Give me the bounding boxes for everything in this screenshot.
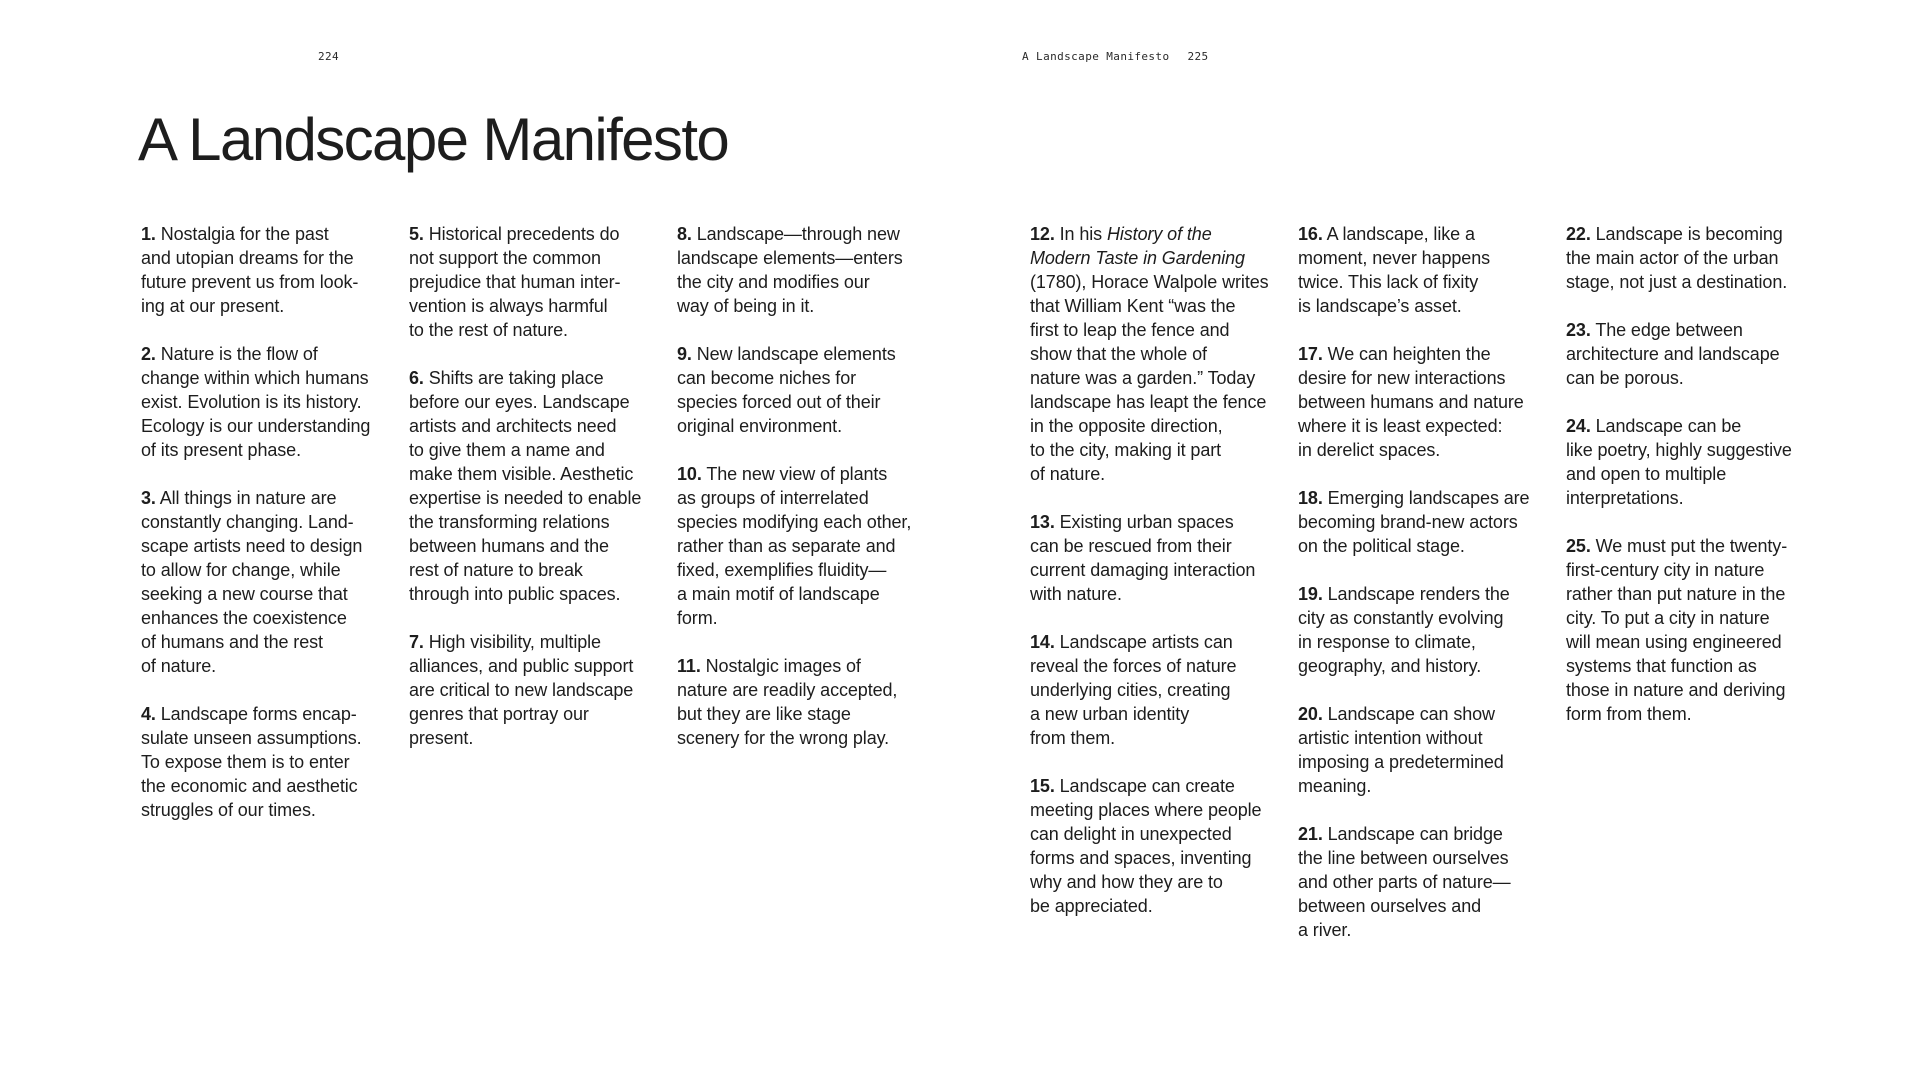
item-text: [677, 464, 911, 628]
manifesto-column-5: [1298, 222, 1548, 966]
item-text: [409, 368, 641, 604]
item-text-body: Nature is the flow of change within which humans exist. Evolution is its history. Ecology is our understanding of its present phase.: [141, 344, 371, 460]
item-text: [1298, 584, 1510, 676]
item-text-body: Existing urban spaces can be rescued from their current damaging interaction with nature.: [1030, 512, 1256, 604]
manifesto-item: [1298, 342, 1548, 462]
page-title: A Landscape Manifesto: [138, 106, 729, 173]
manifesto-item: [1030, 510, 1280, 606]
manifesto-item: [1566, 222, 1816, 294]
item-text-body: Landscape can bridge the line between ourselves and other parts of nature— between ourselves and a river.: [1298, 824, 1511, 940]
item-number: 7.: [409, 632, 424, 652]
item-text: [409, 224, 620, 340]
item-text-body: Landscape is becoming the main actor of the urban stage, not just a destination.: [1566, 224, 1788, 292]
item-number: 22.: [1566, 224, 1591, 244]
manifesto-item: [141, 222, 391, 318]
item-text-body: High visibility, multiple alliances, and public support are critical to new landscape genres that portray our present.: [409, 632, 634, 748]
manifesto-item: [141, 486, 391, 678]
item-text: [1030, 224, 1269, 484]
manifesto-column-1: [141, 222, 391, 846]
item-text-body: All things in nature are constantly changing. Land- scape artists need to design to allow for change, while seeking a new course that enhances the coexistence of humans and the rest of nature.: [141, 488, 363, 676]
item-number: 4.: [141, 704, 156, 724]
page-number-left: 224: [318, 50, 340, 63]
item-number: 15.: [1030, 776, 1055, 796]
item-number: 5.: [409, 224, 424, 244]
item-text: [1298, 344, 1524, 460]
manifesto-column-3: [677, 222, 927, 774]
item-text: [1566, 416, 1792, 508]
item-text: [1298, 488, 1529, 556]
item-text-body: Landscape—through new landscape elements—enters the city and modifies our way of being in it.: [677, 224, 903, 316]
running-title: A Landscape Manifesto: [1022, 50, 1170, 63]
item-text-body: (1780), Horace Walpole writes that William Kent “was the first to leap the fence and show that the whole of nature was a garden.” Today landscape has leapt the fence in the opposite direction, to the city, making it part of nature.: [1030, 272, 1269, 484]
manifesto-item: [1298, 222, 1548, 318]
manifesto-item: [1566, 414, 1816, 510]
item-text: [1030, 632, 1236, 748]
manifesto-item: [677, 654, 927, 750]
item-text-body: Historical precedents do not support the common prejudice that human inter- vention is always harmful to the rest of nature.: [409, 224, 621, 340]
manifesto-item: [1298, 702, 1548, 798]
page-number-right: 225: [1187, 50, 1209, 63]
item-text: [1566, 536, 1787, 724]
manifesto-item: [1298, 486, 1548, 558]
manifesto-item: [1030, 630, 1280, 750]
manifesto-item: [1298, 582, 1548, 678]
manifesto-item: [409, 222, 659, 342]
item-text-body: Landscape can be like poetry, highly suggestive and open to multiple interpretations.: [1566, 416, 1792, 508]
item-number: 11.: [677, 656, 701, 676]
item-number: 8.: [677, 224, 692, 244]
item-text: [677, 344, 896, 436]
item-text: [1566, 224, 1787, 292]
item-number: 19.: [1298, 584, 1323, 604]
item-text: [677, 656, 897, 748]
manifesto-column-6: [1566, 222, 1816, 750]
item-text: [141, 704, 362, 820]
item-text-body: Landscape can create meeting places where people can delight in unexpected forms and spaces, inventing why and how they are to be appreciated.: [1030, 776, 1262, 916]
item-number: 16.: [1298, 224, 1323, 244]
manifesto-item: [1030, 222, 1280, 486]
item-number: 6.: [409, 368, 424, 388]
manifesto-item: [141, 702, 391, 822]
item-number: 24.: [1566, 416, 1591, 436]
item-text-body: Shifts are taking place before our eyes. Landscape artists and architects need to give them a name and make them visible. Aesthetic expertise is needed to enable the transforming relations between humans and the rest of nature to break through into public spaces.: [409, 368, 642, 604]
item-text-body: We can heighten the desire for new interactions between humans and nature where it is least expected: in derelict spaces.: [1298, 344, 1524, 460]
manifesto-item: [1566, 318, 1816, 390]
item-text: [1566, 320, 1780, 388]
item-text-body: A landscape, like a moment, never happens twice. This lack of fixity is landscape’s asset.: [1298, 224, 1491, 316]
item-number: 9.: [677, 344, 692, 364]
item-text: [141, 344, 370, 460]
item-text-lead: In his: [1059, 224, 1107, 244]
book-title: History of the Modern Taste in Gardening: [1030, 224, 1245, 268]
item-number: 2.: [141, 344, 156, 364]
item-text-body: Landscape renders the city as constantly evolving in response to climate, geography, and history.: [1298, 584, 1510, 676]
item-number: 18.: [1298, 488, 1323, 508]
item-text-body: Nostalgia for the past and utopian dreams for the future prevent us from look- ing at our present.: [141, 224, 359, 316]
item-text: [141, 488, 362, 676]
item-text: [677, 224, 903, 316]
manifesto-item: [409, 630, 659, 750]
item-text: [409, 632, 633, 748]
manifesto-item: [677, 222, 927, 318]
item-text-body: The new view of plants as groups of interrelated species modifying each other, rather than as separate and fixed, exemplifies fluidity— a main motif of landscape form.: [677, 464, 912, 628]
item-text-body: Emerging landscapes are becoming brand-new actors on the political stage.: [1298, 488, 1530, 556]
manifesto-column-2: [409, 222, 659, 774]
item-text-body: We must put the twenty- first-century city in nature rather than put nature in the city. To put a city in nature will mean using engineered systems that function as those in nature and deriving form from them.: [1566, 536, 1788, 724]
item-number: 21.: [1298, 824, 1323, 844]
item-text: [1030, 776, 1261, 916]
item-text: [1298, 224, 1490, 316]
item-number: 25.: [1566, 536, 1591, 556]
item-number: 1.: [141, 224, 156, 244]
manifesto-item: [677, 342, 927, 438]
running-header-right: [1022, 50, 1209, 63]
item-number: 23.: [1566, 320, 1591, 340]
manifesto-item: [1030, 774, 1280, 918]
item-text: [141, 224, 358, 316]
item-number: 3.: [141, 488, 156, 508]
item-text-body: Landscape can show artistic intention without imposing a predetermined meaning.: [1298, 704, 1504, 796]
item-number: 20.: [1298, 704, 1323, 724]
manifesto-column-4: [1030, 222, 1280, 942]
item-text: [1298, 704, 1504, 796]
manifesto-item: [141, 342, 391, 462]
item-text-body: Landscape forms encap- sulate unseen assumptions. To expose them is to enter the economic and aesthetic struggles of our times.: [141, 704, 362, 820]
item-text: [1298, 824, 1511, 940]
item-number: 12.: [1030, 224, 1055, 244]
item-number: 13.: [1030, 512, 1055, 532]
item-number: 17.: [1298, 344, 1323, 364]
item-text: [1030, 512, 1255, 604]
manifesto-item: [409, 366, 659, 606]
item-text-body: Landscape artists can reveal the forces of nature underlying cities, creating a new urban identity from them.: [1030, 632, 1237, 748]
item-text-body: Nostalgic images of nature are readily accepted, but they are like stage scenery for the wrong play.: [677, 656, 898, 748]
manifesto-item: [677, 462, 927, 630]
item-text-body: New landscape elements can become niches for species forced out of their original environment.: [677, 344, 896, 436]
manifesto-item: [1566, 534, 1816, 726]
item-number: 14.: [1030, 632, 1055, 652]
manifesto-item: [1298, 822, 1548, 942]
item-text-body: The edge between architecture and landscape can be porous.: [1566, 320, 1780, 388]
item-number: 10.: [677, 464, 702, 484]
